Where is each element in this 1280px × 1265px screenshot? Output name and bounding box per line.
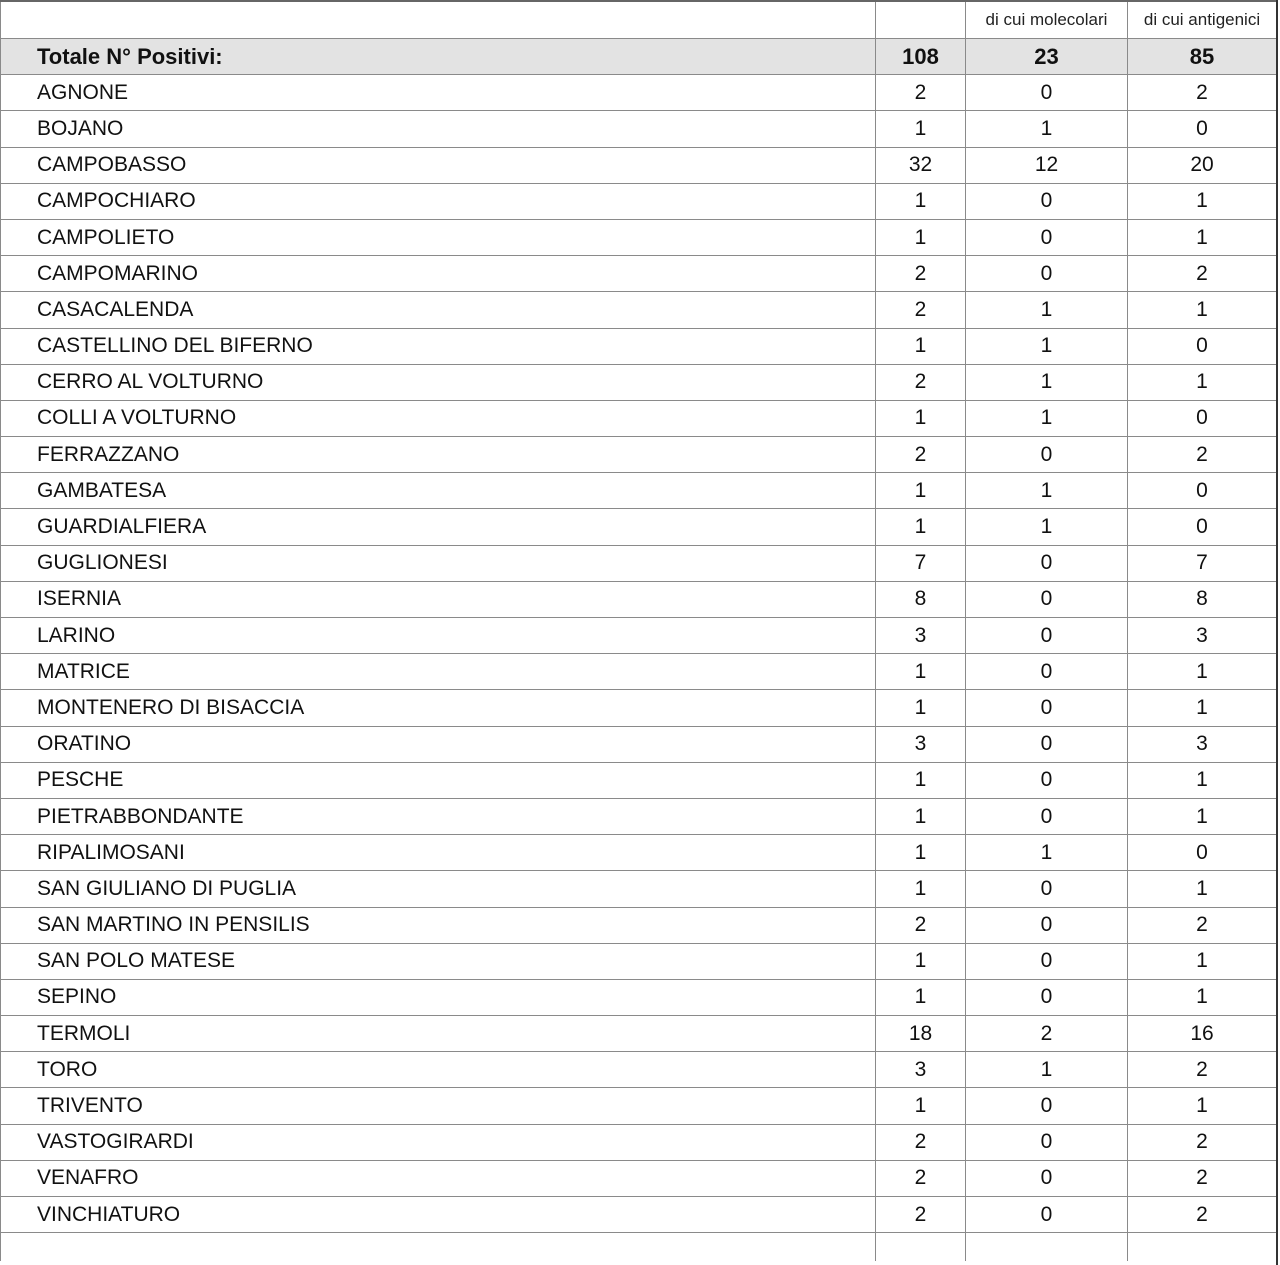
municipality-name: MATRICE	[1, 654, 876, 690]
positivi-value: 1	[876, 798, 966, 834]
table-row	[1, 835, 1277, 871]
molecolari-value: 0	[966, 219, 1128, 255]
empty-cell	[876, 1233, 966, 1262]
table-row	[1, 437, 1277, 473]
molecolari-value: 0	[966, 1197, 1128, 1233]
antigenici-value: 16	[1128, 1016, 1277, 1052]
antigenici-value: 8	[1128, 581, 1277, 617]
molecolari-value: 1	[966, 111, 1128, 147]
table-row	[1, 473, 1277, 509]
positivi-value: 2	[876, 364, 966, 400]
antigenici-value: 2	[1128, 1124, 1277, 1160]
antigenici-value: 0	[1128, 509, 1277, 545]
positivi-value: 18	[876, 1016, 966, 1052]
positivi-value: 1	[876, 328, 966, 364]
positivi-value: 2	[876, 1197, 966, 1233]
municipality-name: SAN MARTINO IN PENSILIS	[1, 907, 876, 943]
antigenici-value: 2	[1128, 1160, 1277, 1196]
header-antigenici-cell: di cui antigenici	[1128, 1, 1277, 39]
antigenici-value: 1	[1128, 943, 1277, 979]
molecolari-value: 0	[966, 798, 1128, 834]
total-label: Totale N° Positivi:	[1, 39, 876, 75]
header-molecolari-cell: di cui molecolari	[966, 1, 1128, 39]
municipality-name: FERRAZZANO	[1, 437, 876, 473]
molecolari-value: 1	[966, 1052, 1128, 1088]
antigenici-value: 0	[1128, 400, 1277, 436]
antigenici-value: 1	[1128, 690, 1277, 726]
municipality-name: BOJANO	[1, 111, 876, 147]
total-antigenici: 85	[1128, 39, 1277, 75]
municipality-name: SAN POLO MATESE	[1, 943, 876, 979]
total-positivi: 108	[876, 39, 966, 75]
antigenici-value: 0	[1128, 111, 1277, 147]
positivi-value: 1	[876, 835, 966, 871]
molecolari-value: 1	[966, 328, 1128, 364]
table-row	[1, 400, 1277, 436]
molecolari-value: 0	[966, 545, 1128, 581]
table-row	[1, 1088, 1277, 1124]
molecolari-value: 1	[966, 473, 1128, 509]
total-molecolari: 23	[966, 39, 1128, 75]
antigenici-value: 1	[1128, 979, 1277, 1015]
molecolari-value: 0	[966, 762, 1128, 798]
antigenici-value: 1	[1128, 292, 1277, 328]
molecolari-value: 0	[966, 437, 1128, 473]
municipality-name: CASTELLINO DEL BIFERNO	[1, 328, 876, 364]
molecolari-value: 12	[966, 147, 1128, 183]
empty-cell	[966, 1233, 1128, 1262]
table-body	[1, 1, 1277, 1261]
table-row	[1, 75, 1277, 111]
antigenici-value: 1	[1128, 219, 1277, 255]
antigenici-value: 2	[1128, 907, 1277, 943]
table-row	[1, 147, 1277, 183]
positivi-value: 1	[876, 654, 966, 690]
antigenici-value: 0	[1128, 473, 1277, 509]
table-row	[1, 798, 1277, 834]
table-row	[1, 292, 1277, 328]
table-row	[1, 690, 1277, 726]
total-row	[1, 39, 1277, 75]
positivi-value: 2	[876, 1124, 966, 1160]
molecolari-value: 1	[966, 509, 1128, 545]
antigenici-value: 3	[1128, 618, 1277, 654]
municipality-name: TRIVENTO	[1, 1088, 876, 1124]
municipality-name: CAMPOBASSO	[1, 147, 876, 183]
antigenici-value: 0	[1128, 835, 1277, 871]
municipality-name: ORATINO	[1, 726, 876, 762]
municipality-name: ISERNIA	[1, 581, 876, 617]
molecolari-value: 0	[966, 183, 1128, 219]
positivi-value: 7	[876, 545, 966, 581]
municipality-name: CAMPOCHIARO	[1, 183, 876, 219]
municipality-name: TORO	[1, 1052, 876, 1088]
table-row	[1, 726, 1277, 762]
positivi-value: 1	[876, 219, 966, 255]
table-row	[1, 219, 1277, 255]
municipality-name: GUGLIONESI	[1, 545, 876, 581]
municipality-name: VINCHIATURO	[1, 1197, 876, 1233]
municipality-name: RIPALIMOSANI	[1, 835, 876, 871]
molecolari-value: 0	[966, 726, 1128, 762]
molecolari-value: 0	[966, 256, 1128, 292]
antigenici-value: 20	[1128, 147, 1277, 183]
antigenici-value: 1	[1128, 364, 1277, 400]
positivi-value: 2	[876, 437, 966, 473]
table-row	[1, 618, 1277, 654]
empty-row	[1, 1233, 1277, 1262]
antigenici-value: 1	[1128, 798, 1277, 834]
table-row	[1, 654, 1277, 690]
table-row	[1, 581, 1277, 617]
antigenici-value: 2	[1128, 1052, 1277, 1088]
positivi-value: 1	[876, 473, 966, 509]
antigenici-value: 0	[1128, 328, 1277, 364]
molecolari-value: 0	[966, 943, 1128, 979]
molecolari-value: 0	[966, 654, 1128, 690]
table-row	[1, 183, 1277, 219]
molecolari-value: 1	[966, 400, 1128, 436]
antigenici-value: 2	[1128, 256, 1277, 292]
table-row	[1, 328, 1277, 364]
antigenici-value: 1	[1128, 871, 1277, 907]
molecolari-value: 0	[966, 1124, 1128, 1160]
positivi-value: 1	[876, 509, 966, 545]
table-row	[1, 1016, 1277, 1052]
antigenici-value: 1	[1128, 183, 1277, 219]
antigenici-value: 1	[1128, 762, 1277, 798]
molecolari-value: 0	[966, 1088, 1128, 1124]
municipality-name: PIETRABBONDANTE	[1, 798, 876, 834]
antigenici-value: 3	[1128, 726, 1277, 762]
positivi-value: 3	[876, 726, 966, 762]
positivi-value: 3	[876, 618, 966, 654]
municipality-name: VASTOGIRARDI	[1, 1124, 876, 1160]
municipality-name: GAMBATESA	[1, 473, 876, 509]
molecolari-value: 1	[966, 292, 1128, 328]
municipality-name: CAMPOMARINO	[1, 256, 876, 292]
antigenici-value: 2	[1128, 437, 1277, 473]
molecolari-value: 0	[966, 618, 1128, 654]
positivi-value: 1	[876, 183, 966, 219]
positivi-value: 1	[876, 979, 966, 1015]
molecolari-value: 0	[966, 907, 1128, 943]
municipality-name: LARINO	[1, 618, 876, 654]
positivi-value: 2	[876, 256, 966, 292]
positivi-value: 2	[876, 907, 966, 943]
empty-cell	[1, 1233, 876, 1262]
municipality-name: AGNONE	[1, 75, 876, 111]
molecolari-value: 0	[966, 871, 1128, 907]
table-row	[1, 762, 1277, 798]
antigenici-value: 1	[1128, 1088, 1277, 1124]
table-row	[1, 871, 1277, 907]
table-row	[1, 979, 1277, 1015]
molecolari-value: 0	[966, 581, 1128, 617]
municipality-name: SEPINO	[1, 979, 876, 1015]
molecolari-value: 0	[966, 75, 1128, 111]
antigenici-value: 2	[1128, 75, 1277, 111]
table-row	[1, 1160, 1277, 1196]
antigenici-value: 7	[1128, 545, 1277, 581]
municipality-name: VENAFRO	[1, 1160, 876, 1196]
molecolari-value: 1	[966, 835, 1128, 871]
municipality-name: COLLI A VOLTURNO	[1, 400, 876, 436]
table-row	[1, 545, 1277, 581]
page-edge-line	[1276, 0, 1278, 1265]
municipality-name: CASACALENDA	[1, 292, 876, 328]
positivi-value: 1	[876, 1088, 966, 1124]
molecolari-value: 0	[966, 1160, 1128, 1196]
positivi-value: 1	[876, 400, 966, 436]
municipality-name: MONTENERO DI BISACCIA	[1, 690, 876, 726]
municipality-name: SAN GIULIANO DI PUGLIA	[1, 871, 876, 907]
table-row	[1, 907, 1277, 943]
header-blank-cell	[1, 1, 876, 39]
table-row	[1, 364, 1277, 400]
table-row	[1, 1197, 1277, 1233]
positivi-value: 8	[876, 581, 966, 617]
antigenici-value: 2	[1128, 1197, 1277, 1233]
municipality-name: CERRO AL VOLTURNO	[1, 364, 876, 400]
municipality-name: GUARDIALFIERA	[1, 509, 876, 545]
table-row	[1, 111, 1277, 147]
municipality-name: TERMOLI	[1, 1016, 876, 1052]
positivi-value: 2	[876, 75, 966, 111]
municipality-name: PESCHE	[1, 762, 876, 798]
positivi-value: 32	[876, 147, 966, 183]
table-row	[1, 943, 1277, 979]
positivi-value: 3	[876, 1052, 966, 1088]
antigenici-value: 1	[1128, 654, 1277, 690]
molecolari-value: 0	[966, 979, 1128, 1015]
positivi-value: 1	[876, 762, 966, 798]
positivi-value: 2	[876, 1160, 966, 1196]
header-row	[1, 1, 1277, 39]
table-row	[1, 1052, 1277, 1088]
table-row	[1, 256, 1277, 292]
positivi-value: 1	[876, 690, 966, 726]
positivi-value: 1	[876, 111, 966, 147]
positivi-value: 1	[876, 871, 966, 907]
molecolari-value: 1	[966, 364, 1128, 400]
municipality-name: CAMPOLIETO	[1, 219, 876, 255]
positivi-value: 1	[876, 943, 966, 979]
positivi-value: 2	[876, 292, 966, 328]
molecolari-value: 0	[966, 690, 1128, 726]
header-positivi-cell	[876, 1, 966, 39]
table-row	[1, 509, 1277, 545]
table-row	[1, 1124, 1277, 1160]
empty-cell	[1128, 1233, 1277, 1262]
molecolari-value: 2	[966, 1016, 1128, 1052]
